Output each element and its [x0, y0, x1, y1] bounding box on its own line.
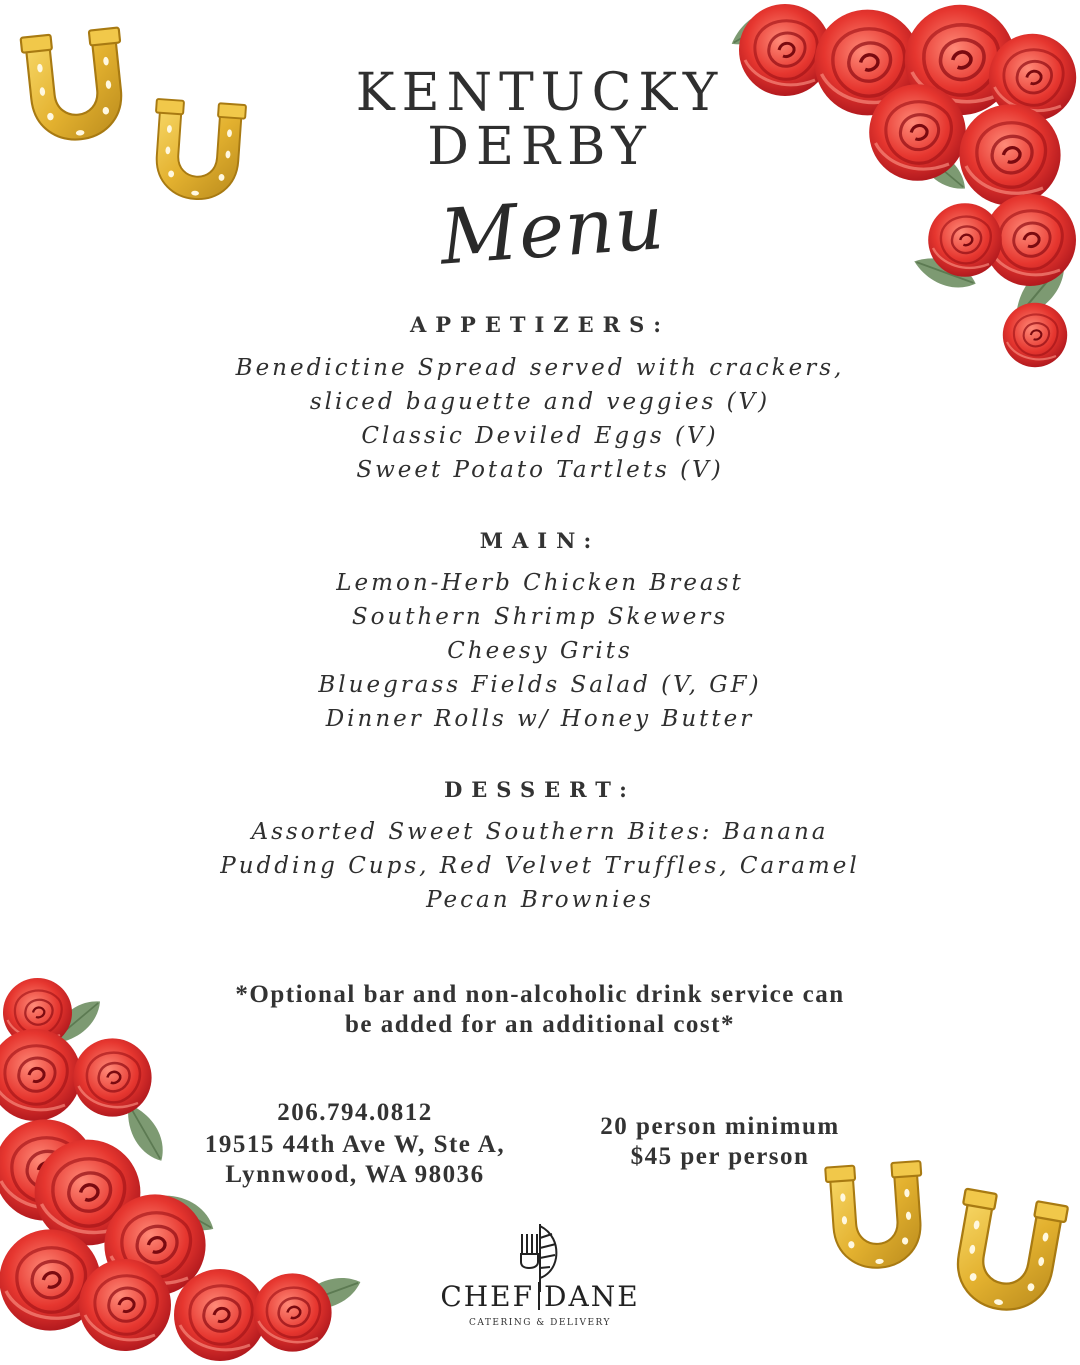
- rose-icon: [250, 1270, 335, 1355]
- menu-item: Benedictine Spread served with crackers,: [235, 355, 845, 381]
- logo-wordmark: [420, 1280, 660, 1313]
- drink-service-note: [0, 980, 1080, 1040]
- menu-item: Southern Shrimp Skewers: [351, 604, 729, 630]
- appetizers-list: [0, 351, 1080, 487]
- minimum-guests: 20 person minimum: [600, 1113, 840, 1140]
- logo-text-left: CHEF: [440, 1280, 535, 1313]
- section-heading-appetizers: APPETIZERS:: [409, 312, 671, 337]
- dessert-list: [0, 815, 1080, 917]
- main-list: [0, 566, 1080, 736]
- rose-icon: [70, 1035, 155, 1120]
- horseshoe-icon: [922, 1181, 1080, 1361]
- address-line: 19515 44th Ave W, Ste A,: [204, 1131, 506, 1158]
- menu-item: Classic Deviled Eggs (V): [361, 423, 719, 449]
- menu-item: Pudding Cups, Red Velvet Truffles, Caramel: [220, 853, 860, 879]
- note-line: be added for an additional cost*: [345, 1011, 735, 1038]
- price-per-person: $45 per person: [630, 1143, 810, 1170]
- phone-number: 206.794.0812: [277, 1099, 433, 1126]
- note-line: *Optional bar and non-alcoholic drink service can: [235, 981, 845, 1008]
- section-heading-main: MAIN:: [479, 528, 601, 553]
- section-heading-dessert: DESSERT:: [444, 777, 636, 802]
- rose-icon: [75, 1255, 175, 1355]
- menu-item: Sweet Potato Tartlets (V): [356, 457, 724, 483]
- address-line: Lynnwood, WA 98036: [225, 1161, 485, 1188]
- menu-item: Cheesy Grits: [447, 638, 633, 664]
- horseshoe-icon: [810, 1156, 945, 1309]
- menu-item: Bluegrass Fields Salad (V, GF): [318, 672, 762, 698]
- logo-tagline: CATERING & DELIVERY: [469, 1318, 611, 1328]
- menu-item: Dinner Rolls w/ Honey Butter: [325, 706, 755, 732]
- logo-divider: [538, 1282, 540, 1310]
- menu-item: sliced baguette and veggies (V): [309, 389, 771, 415]
- contact-block: [170, 1098, 540, 1190]
- rose-icon: [925, 200, 1005, 280]
- menu-item: Assorted Sweet Southern Bites: Banana: [251, 819, 829, 845]
- menu-item: Pecan Brownies: [426, 887, 654, 913]
- chef-dane-logo: [420, 1220, 660, 1335]
- page-title-line1: KENTUCKY: [355, 63, 725, 123]
- menu-script-title: Menu: [437, 177, 668, 282]
- pricing-block: [560, 1112, 880, 1172]
- page-title-line2: DERBY: [427, 117, 653, 177]
- logo-text-right: DANE: [544, 1280, 640, 1313]
- menu-item: Lemon-Herb Chicken Breast: [336, 570, 744, 596]
